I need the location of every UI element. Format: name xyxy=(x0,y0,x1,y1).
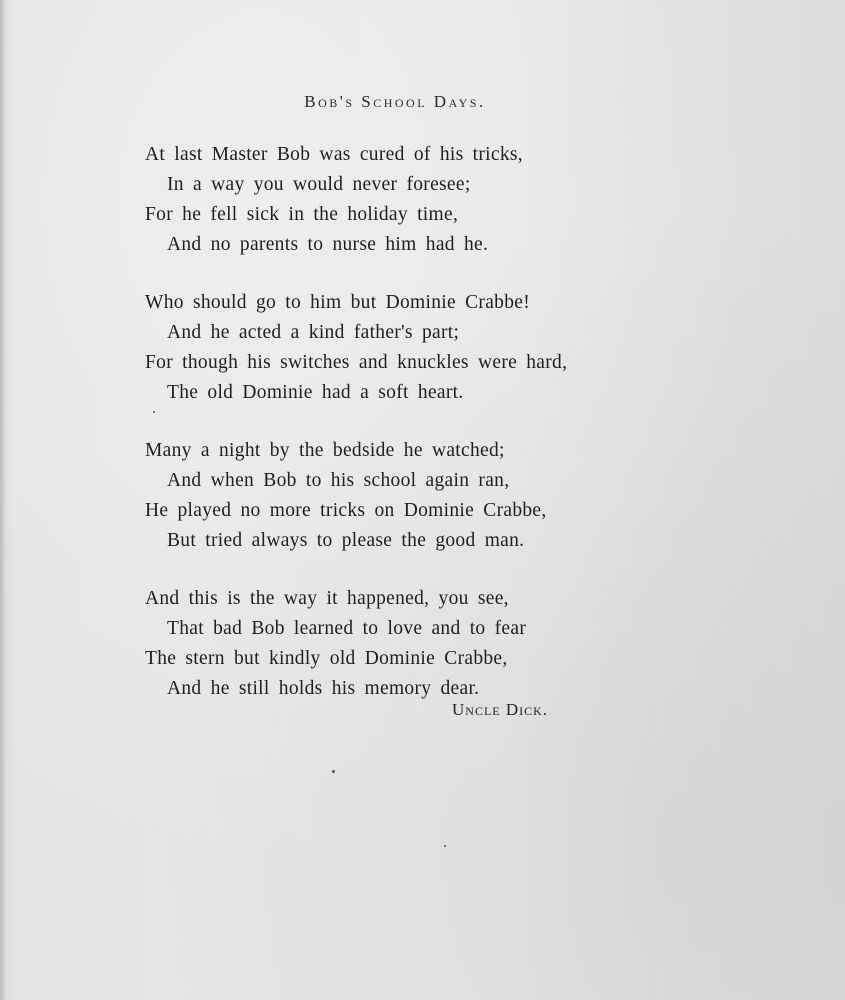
stanza-4 xyxy=(145,584,665,704)
poem-line: Who should go to him but Dominie Crabbe! xyxy=(145,292,531,313)
paper-speck xyxy=(153,411,155,413)
paper-speck xyxy=(332,770,335,773)
poem-body xyxy=(145,140,665,732)
poem-line: At last Master Bob was cured of his tricks, xyxy=(145,144,523,165)
poem-line: The old Dominie had a soft heart. xyxy=(167,382,464,403)
stanza-2 xyxy=(145,288,665,408)
poem-line: And when Bob to his school again ran, xyxy=(167,470,510,491)
stanza-1 xyxy=(145,140,665,260)
poem-line: That bad Bob learned to love and to fear xyxy=(167,618,527,639)
poem-line: And he acted a kind father's part; xyxy=(167,322,460,343)
author-signature: Uncle Dick. xyxy=(452,700,549,719)
poem-line: For though his switches and knuckles were hard, xyxy=(145,352,568,373)
poem-line: And he still holds his memory dear. xyxy=(167,678,480,699)
poem-line: For he fell sick in the holiday time, xyxy=(145,204,459,225)
paper-speck xyxy=(444,845,446,847)
poem-line: The stern but kindly old Dominie Crabbe, xyxy=(145,648,508,669)
stanza-3 xyxy=(145,436,665,556)
poem-line: In a way you would never foresee; xyxy=(167,174,471,195)
poem-line: He played no more tricks on Dominie Crabbe, xyxy=(145,500,547,521)
poem-line: Many a night by the bedside he watched; xyxy=(145,440,505,461)
poem-title: Bob's School Days. xyxy=(304,92,486,111)
page-edge-shadow xyxy=(0,0,6,1000)
poem-line: And no parents to nurse him had he. xyxy=(167,234,489,255)
poem-line: And this is the way it happened, you see, xyxy=(145,588,509,609)
poem-line: But tried always to please the good man. xyxy=(167,530,525,551)
